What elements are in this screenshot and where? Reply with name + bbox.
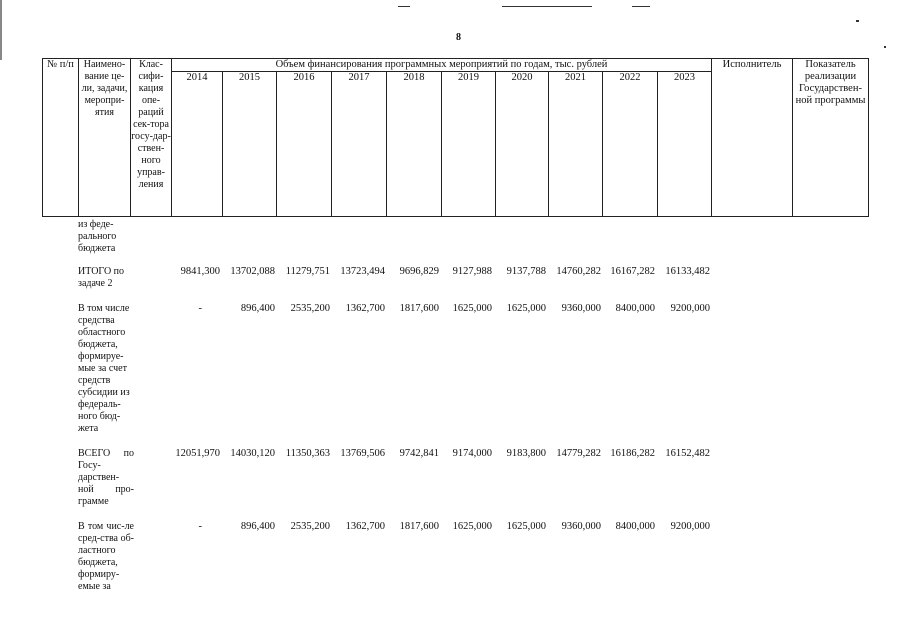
header-year: 2015 [223, 72, 277, 217]
header-year: 2016 [277, 72, 332, 217]
value-2022: 8400,000 [615, 303, 655, 314]
row-label: ИТОГО по задаче 2 [78, 266, 125, 289]
value-2020: 1625,000 [506, 521, 546, 532]
row-label: В том числе средства областного бюджета, формируе-мые за счет средств субсидии из федераль-ного бюд-жета [78, 303, 130, 434]
header-year: 2021 [549, 72, 603, 217]
scan-dot-right-1 [856, 20, 859, 22]
header-year: 2018 [387, 72, 442, 217]
value-2022: 16186,282 [610, 448, 655, 459]
value-2018: 9696,829 [399, 266, 439, 277]
value-2020: 1625,000 [506, 303, 546, 314]
value-2014: 12051,970 [175, 448, 220, 459]
value-2014: - [198, 521, 202, 532]
value-2019: 1625,000 [452, 521, 492, 532]
value-2015: 896,400 [240, 303, 275, 314]
value-2017: 13769,506 [340, 448, 385, 459]
value-2018: 1817,600 [399, 521, 439, 532]
header-num: № п/п [43, 59, 79, 217]
value-2019: 1625,000 [452, 303, 492, 314]
header-year: 2023 [658, 72, 712, 217]
header-executor: Исполнитель [712, 59, 793, 217]
value-2017: 1362,700 [345, 521, 385, 532]
scan-edge-left [0, 0, 2, 60]
value-2022: 16167,282 [610, 266, 655, 277]
value-2015: 896,400 [240, 521, 275, 532]
header-year: 2014 [172, 72, 223, 217]
scan-line-top-2 [502, 6, 592, 7]
scan-dot-right-2 [884, 46, 886, 48]
value-2021: 14760,282 [556, 266, 601, 277]
value-2017: 13723,494 [340, 266, 385, 277]
value-2016: 2535,200 [290, 521, 330, 532]
value-2023: 9200,000 [670, 303, 710, 314]
value-2023: 16152,482 [665, 448, 710, 459]
budget-header-table [42, 58, 869, 217]
header-name: Наимено-вание це-ли, задачи, меропри-ятия [79, 59, 131, 217]
header-year: 2022 [603, 72, 658, 217]
header-year: 2020 [496, 72, 549, 217]
value-2018: 1817,600 [399, 303, 439, 314]
value-2020: 9137,788 [506, 266, 546, 277]
value-2020: 9183,800 [506, 448, 546, 459]
value-2015: 13702,088 [230, 266, 275, 277]
row-label: В том чис-ле сред-ства об-ластного бюджета, формиру-емые за [78, 521, 134, 592]
value-2014: 9841,300 [180, 266, 220, 277]
value-2023: 16133,482 [665, 266, 710, 277]
value-2017: 1362,700 [345, 303, 385, 314]
value-2021: 14779,282 [556, 448, 601, 459]
header-indicator: Показатель реализации Государствен-ной программы [793, 59, 869, 217]
value-2021: 9360,000 [561, 521, 601, 532]
page-number: 8 [456, 32, 461, 43]
value-2014: - [198, 303, 202, 314]
header-financing-title: Объем финансирования программных мероприятий по годам, тыс. рублей [172, 59, 712, 72]
value-2023: 9200,000 [670, 521, 710, 532]
header-classification: Клас-сифи-кация опе-раций сек-тора госу-дар-ствен-ного управ-ления [131, 59, 172, 217]
header-year: 2017 [332, 72, 387, 217]
row-label: ВСЕГО по Госу-дарствен-ной про-грамме [78, 448, 134, 507]
scan-line-top-1 [398, 6, 410, 7]
value-2016: 11350,363 [285, 448, 330, 459]
value-2016: 11279,751 [285, 266, 330, 277]
value-2022: 8400,000 [615, 521, 655, 532]
value-2021: 9360,000 [561, 303, 601, 314]
scan-line-top-3 [632, 6, 650, 7]
value-2018: 9742,841 [399, 448, 439, 459]
value-2016: 2535,200 [290, 303, 330, 314]
row-label: из феде-рального бюджета [78, 219, 117, 254]
value-2019: 9127,988 [452, 266, 492, 277]
value-2019: 9174,000 [452, 448, 492, 459]
header-year: 2019 [442, 72, 496, 217]
value-2015: 14030,120 [230, 448, 275, 459]
